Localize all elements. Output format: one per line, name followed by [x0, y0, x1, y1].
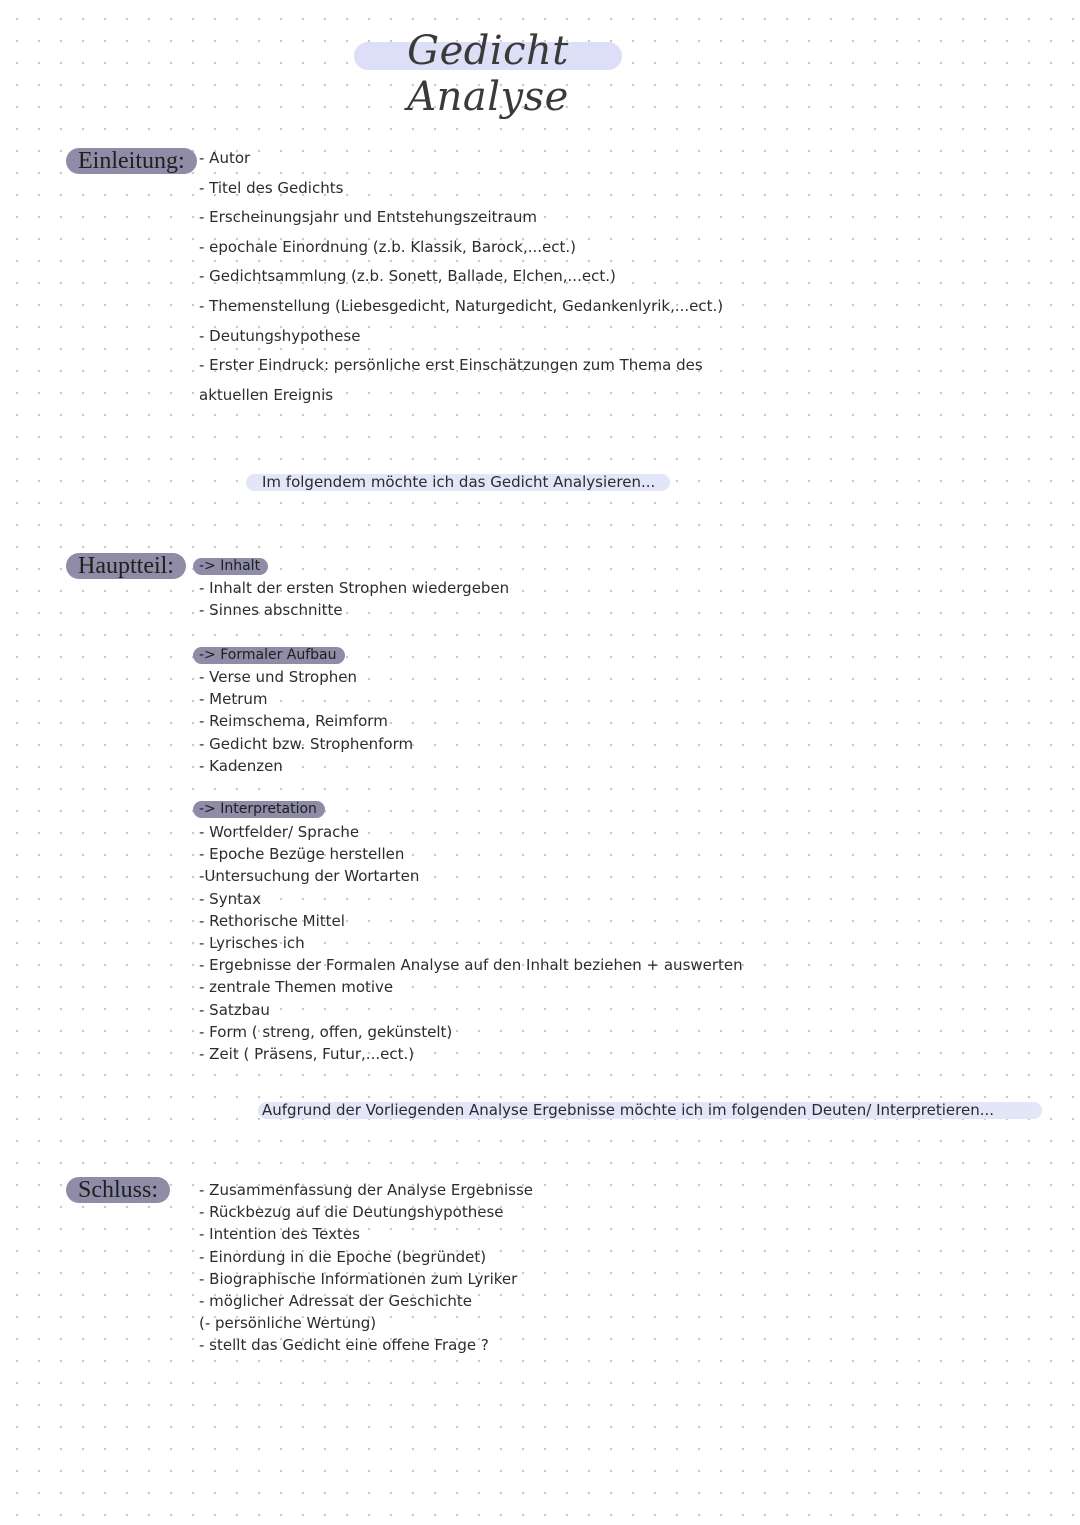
list-item: - Verse und Strophen: [199, 668, 357, 686]
hauptteil-label: Hauptteil:: [66, 553, 186, 579]
inhalt-tag: -> Inhalt: [193, 558, 268, 575]
list-item: - Themenstellung (Liebesgedicht, Naturgedicht, Gedankenlyrik,...ect.): [199, 296, 724, 315]
page-title: Gedicht Analyse: [407, 28, 569, 120]
list-item: - Rethorische Mittel: [199, 911, 345, 930]
list-item: - Kadenzen: [199, 756, 283, 775]
hauptteil-transition: Aufgrund der Vorliegenden Analyse Ergebnisse möchte ich im folgenden Deuten/ Interpretieren...: [262, 1101, 995, 1119]
list-item: aktuellen Ereignis: [199, 385, 334, 404]
list-item: - Form ( streng, offen, gekünstelt): [199, 1022, 453, 1041]
list-item: - Einordung in die Epoche (begründet): [199, 1247, 487, 1266]
schluss-label: Schluss:: [66, 1177, 170, 1203]
list-item: - Gedicht bzw. Strophenform: [199, 734, 414, 753]
list-item: - Satzbau: [199, 1000, 270, 1019]
inhalt-list: [199, 577, 509, 621]
interpretation-tag: -> Interpretation: [193, 801, 325, 818]
list-item: - Sinnes abschnitte: [199, 601, 343, 620]
list-item: - möglicher Adressat der Geschichte: [199, 1291, 472, 1310]
aufbau-tag: -> Formaler Aufbau: [193, 647, 345, 664]
list-item: - Metrum: [199, 690, 268, 709]
list-item: - Syntax: [199, 889, 262, 908]
interpretation-list: [199, 821, 743, 1065]
list-item: - Reimschema, Reimform: [199, 712, 388, 731]
aufbau-list: [199, 666, 413, 777]
list-item: - stellt das Gedicht eine offene Frage ?: [199, 1336, 489, 1355]
title-block: [352, 20, 624, 120]
list-item: - Biographische Informationen zum Lyriker: [199, 1269, 518, 1288]
list-item: - Lyrisches ich: [199, 933, 305, 952]
einleitung-list: [199, 144, 723, 410]
einleitung-label: Einleitung:: [66, 148, 197, 174]
list-item: - Erscheinungsjahr und Entstehungszeitraum: [199, 208, 538, 227]
list-item: - Epoche Bezüge herstellen: [199, 845, 405, 864]
list-item: - Wortfelder/ Sprache: [199, 823, 360, 841]
list-item: - Inhalt der ersten Strophen wiedergeben: [199, 579, 510, 597]
list-item: - epochale Einordnung (z.b. Klassik, Barock,...ect.): [199, 237, 577, 256]
list-item: - Titel des Gedichts: [199, 178, 344, 197]
list-item: - Autor: [199, 149, 251, 167]
list-item: - Zusammenfassung der Analyse Ergebnisse: [199, 1181, 534, 1199]
list-item: (- persönliche Wertung): [199, 1314, 377, 1333]
list-item: - Intention des Textes: [199, 1225, 360, 1244]
list-item: - zentrale Themen motive: [199, 978, 394, 997]
list-item: - Gedichtsammlung (z.b. Sonett, Ballade, Elchen,...ect.): [199, 267, 616, 286]
list-item: - Zeit ( Präsens, Futur,...ect.): [199, 1044, 415, 1063]
list-item: - Erster Eindruck: persönliche erst Einschätzungen zum Thema des: [199, 356, 703, 375]
list-item: -Untersuchung der Wortarten: [199, 867, 420, 886]
einleitung-transition: Im folgendem möchte ich das Gedicht Analysieren...: [262, 473, 656, 491]
schluss-list: [199, 1179, 533, 1357]
list-item: - Ergebnisse der Formalen Analyse auf den Inhalt beziehen + auswerten: [199, 956, 743, 975]
list-item: - Deutungshypothese: [199, 326, 361, 345]
list-item: - Rückbezug auf die Deutungshypothese: [199, 1203, 504, 1222]
